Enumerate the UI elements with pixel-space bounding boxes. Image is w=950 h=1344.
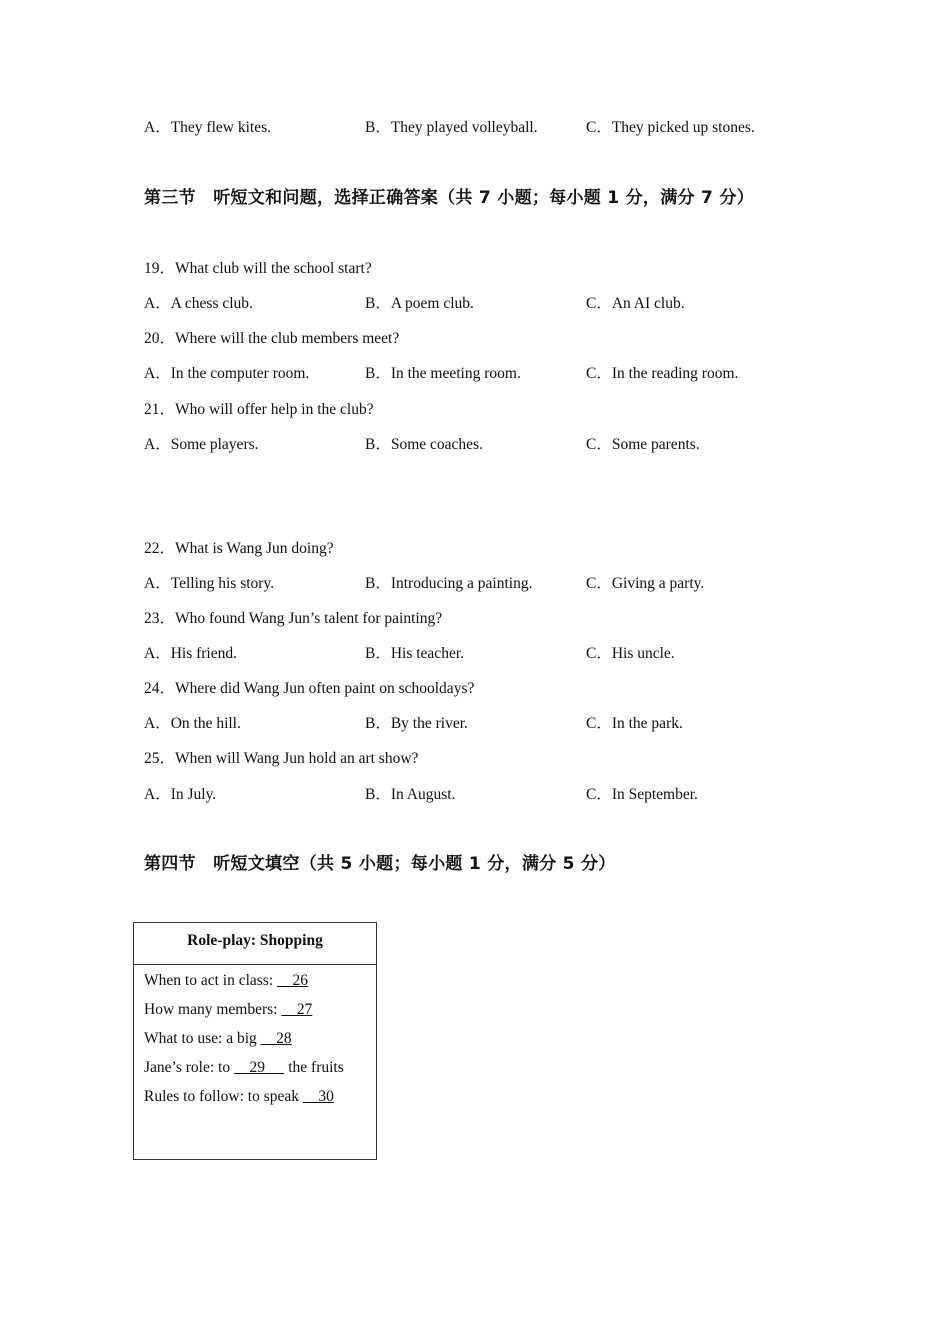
q19-option-a: A．A chess club.	[144, 295, 253, 312]
q25-option-c: C．In September.	[586, 786, 698, 803]
table-title: Role-play: Shopping	[134, 923, 376, 965]
blank-29[interactable]: 29	[233, 1059, 285, 1076]
q19-option-b: B．A poem club.	[365, 295, 474, 312]
question-20: 20．Where will the club members meet?	[144, 330, 400, 347]
table-row	[144, 1058, 366, 1077]
q20-option-c: C．In the reading room.	[586, 365, 739, 382]
question-19: 19．What club will the school start?	[144, 260, 372, 277]
blank-30[interactable]: 30	[302, 1088, 334, 1105]
table-row	[144, 971, 366, 990]
row-label: When to act in class:	[144, 972, 277, 989]
option-a: A．They flew kites.	[144, 119, 271, 136]
table-row	[144, 1087, 366, 1106]
q25-option-a: A．In July.	[144, 786, 217, 803]
row-label: How many members:	[144, 1001, 282, 1018]
question-21: 21．Who will offer help in the club?	[144, 401, 374, 418]
q21-option-c: C．Some parents.	[586, 436, 700, 453]
table-row	[144, 1000, 366, 1019]
option-b: B．They played volleyball.	[365, 119, 538, 136]
section-4-heading: 第四节 听短文填空（共 5 小题；每小题 1 分，满分 5 分）	[144, 854, 616, 874]
row-after: the fruits	[284, 1059, 344, 1076]
question-24: 24．Where did Wang Jun often paint on schooldays?	[144, 680, 475, 697]
q21-option-b: B．Some coaches.	[365, 436, 483, 453]
question-23: 23．Who found Wang Jun’s talent for painting?	[144, 610, 443, 627]
question-22: 22．What is Wang Jun doing?	[144, 540, 334, 557]
option-c: C．They picked up stones.	[586, 119, 755, 136]
q23-option-a: A．His friend.	[144, 645, 237, 662]
q20-option-a: A．In the computer room.	[144, 365, 310, 382]
blank-27[interactable]: 27	[281, 1001, 313, 1018]
q25-option-b: B．In August.	[365, 786, 456, 803]
role-play-table	[133, 922, 377, 1160]
question-25: 25．When will Wang Jun hold an art show?	[144, 750, 419, 767]
table-body	[134, 965, 376, 1106]
q19-option-c: C．An AI club.	[586, 295, 685, 312]
q23-option-b: B．His teacher.	[365, 645, 465, 662]
blank-26[interactable]: 26	[277, 972, 308, 989]
q24-option-c: C．In the park.	[586, 715, 683, 732]
q23-option-c: C．His uncle.	[586, 645, 675, 662]
q24-option-a: A．On the hill.	[144, 715, 241, 732]
q21-option-a: A．Some players.	[144, 436, 259, 453]
q24-option-b: B．By the river.	[365, 715, 468, 732]
blank-28[interactable]: 28	[260, 1030, 292, 1047]
row-label: What to use: a big	[144, 1030, 261, 1047]
section-3-heading: 第三节 听短文和问题，选择正确答案（共 7 小题；每小题 1 分，满分 7 分）	[144, 188, 754, 208]
row-label: Rules to follow: to speak	[144, 1088, 303, 1105]
q22-option-c: C．Giving a party.	[586, 575, 705, 592]
table-row	[144, 1029, 366, 1048]
row-label: Jane’s role: to	[144, 1059, 234, 1076]
q22-option-a: A．Telling his story.	[144, 575, 275, 592]
q22-option-b: B．Introducing a painting.	[365, 575, 533, 592]
q20-option-b: B．In the meeting room.	[365, 365, 521, 382]
